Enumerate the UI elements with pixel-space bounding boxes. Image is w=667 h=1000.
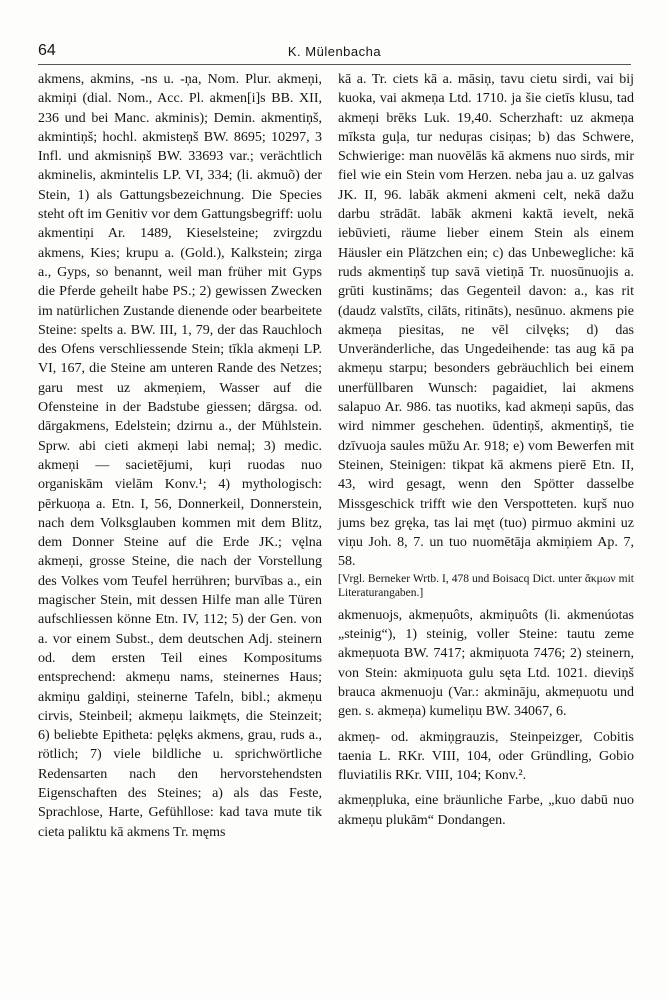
entry-text: akmenuojs, akmeņuôts, akmiņuôts (li. akmenúotas „steinig“), 1) steinig, voller Steine: tautu zeme akmeņuota BW. 7417; akmiņuota 7476; 2) steinern, von Stein: akmiņuota gulu sęta Ltd. 1021. dieviņš brauca akmenuoju (Var.: akmināju, akmeņuotu und gen. s. akmeņa) kumeliņu BW. 34067, 6. [338,607,634,720]
reference-note: [Vrgl. Berneker Wrtb. I, 478 und Boisacq Dict. unter ἄκμων mit Literaturangaben.] [338,572,634,599]
entry-akmens [38,70,322,842]
entry-akmengrauzis [338,728,634,786]
page-number: 64 [38,42,56,59]
entry-text: akmens, akmins, -ns u. -ņa, Nom. Plur. akmeņi, akmiņi (dial. Nom., Acc. Pl. akmen[i]s BB. XII, 236 und bei Manc. akminis); Demin. akmentiņš, akmintiņš; hochl. akmisteņš BW. 8695; 10297, 3 Infl. und akmisniņš BW. 33693 var.; verächtlich akminelis, akmintelis LP. VI, 334; (li. akmuõ) der Stein, 1) als Gattungsbezeichnung. Die Species steht oft im Genitiv vor dem Gattungsbegriff: uolu akmentiņi Ar. 1489, Kieselsteine; zvirgzdu akmens, Kies; krupu a. (Gold.), Kalkstein; zirga a., Gyps, so benannt, weil man früher mit Gyps die Pferde geheilt habe PS.; 2) gewissen Zwecken im natürlichen Zustande dienende oder bearbeitete Steine: spelts a. BW. III, 1, 79, der das Rauchloch des Ofens verschliessende Stein; tīkla akmeņi LP. VI, 167, die Steine am unteren Rande des Netzes; garu mest uz akmeņiem, Wasser auf die Ofensteine in der Badstube giessen; dārgsa. od. dārgakmens, Edelstein; dzirnu a., der Mühlstein. Sprw. abi cieti akmeņi labi nemaļ; 3) medic. akmeņi — sacietējumi, kuŗi ruodas nuo organiskām vielām Konv.¹; 4) mythologisch: pērkuoņa a. Etn. I, 56, Donnerkeil, Donnerstein, nach dem Volksglauben kommen mit dem Blitz, dem Donner Steine auf die Erde JK.; vęlna akmeņi, grosse Steine, die nach der Vorstellung des Volkes vom Teufel herrühren; burvības a., ein magischer Stein, mit dessen Hilfe man alle Türen aufschliessen könne Etn. IV, 112; 5) der Gen. von a. vor einem Subst., dem deutschen Adj. steinern od. dem ersten Teil eines Kompositums entsprechend: akmeņu nams, steinernes Haus; akmiņu galdiņi, steinerne Tafeln, bibl.; akmeņu cirvis, Steinbeil; akmeņu laikmęts, die Steinzeit; 6) beliebte Epitheta: pęlęks akmens, grau, ruds a., rötlich; 7) viele bildliche u. sprichwörtliche Redensarten nach den hervorstehendsten Eigenschaften des Steines; a) als das Feste, Sprachlose, Harte, Gefühllose: kad tava mute tik cieta paliktu kā akmens Tr. męms [38,72,322,840]
entry-akmenpluka [338,791,634,830]
page-header [38,40,631,65]
running-title: K. Mülenbacha [287,44,382,59]
entry-text: akmeņpluka, eine bräunliche Farbe, „kuo dabū nuo akmeņu plukām“ Dondangen. [338,793,634,828]
right-column [338,70,634,830]
left-column [38,70,322,842]
entry-text: kā a. Tr. ciets kā a. māsiņ, tavu cietu sirdi, vai bij kuoka, vai akmeņa Ltd. 1710. ja šie cietīs klusu, tad akmeņi brēks Luk. 19,40. Scherzhaft: uz akmeņa mīksta guļa, tur neduŗas cisiņas; b) das Schwere, Schwierige: man nuovēlās kā akmens nuo sirds, mir fiel wie ein Stein vom Herzen. neba jau a. uz galvas JK. II, 96. labāk akmeni akmeni celt, nekā dažu darbu strādāt. labāk akmeni kaktā ievelt, nekā iebūvieti, räume lieber einem Stein als einem Häusler ein Plätzchen ein; c) das Unbewegliche: kā ruds akmentiņš tup savā vietiņā Tr. nuosūnuojis a. grūti kustināms; das Gegenteil davon: a., kas rit (daudz valstīts, cilāts, ritināts), nesūnuo. akmens pie akmeņa piesitas, ne vēl cilvęks; d) das Unveränderliche, das Ungedeihende: tas aug kā pa akmeņu starpu; besonders gebräuchlich bei einem unerfüllbaren Wunsch: pagaidiet, lai akmens salapuo Ar. 986. tas nuotiks, kad akmeņi sapūs, das wird nimmer geschehen. ūdentiņš, akmentiņš, tie dzīvuoja saules mūžu Ar. 918; e) vom Bewerfen mit Steinen, Steinigen: tikpat kā akmens pierē Etn. II, 43, wird gesagt, wenn den Spötter dasselbe Missgeschick trifft wie den Verspotteten. kuŗš nuo jums bez gręka, tas lai męt (tuo) pirmuo akmini uz viņu Joh. 8, 7. un tuo nuomētāja akmiņiem Ap. 7, 58. [338,72,634,570]
entry-akmens-continued [338,70,634,600]
entry-text: akmeņ- od. akmiņgrauzis, Steinpeizger, Cobitis taenia L. RKr. VIII, 104, oder Gründling, Gobio fluviatilis RKr. VIII, 104; Konv.². [338,729,634,784]
entry-akmenuojs [338,606,634,722]
